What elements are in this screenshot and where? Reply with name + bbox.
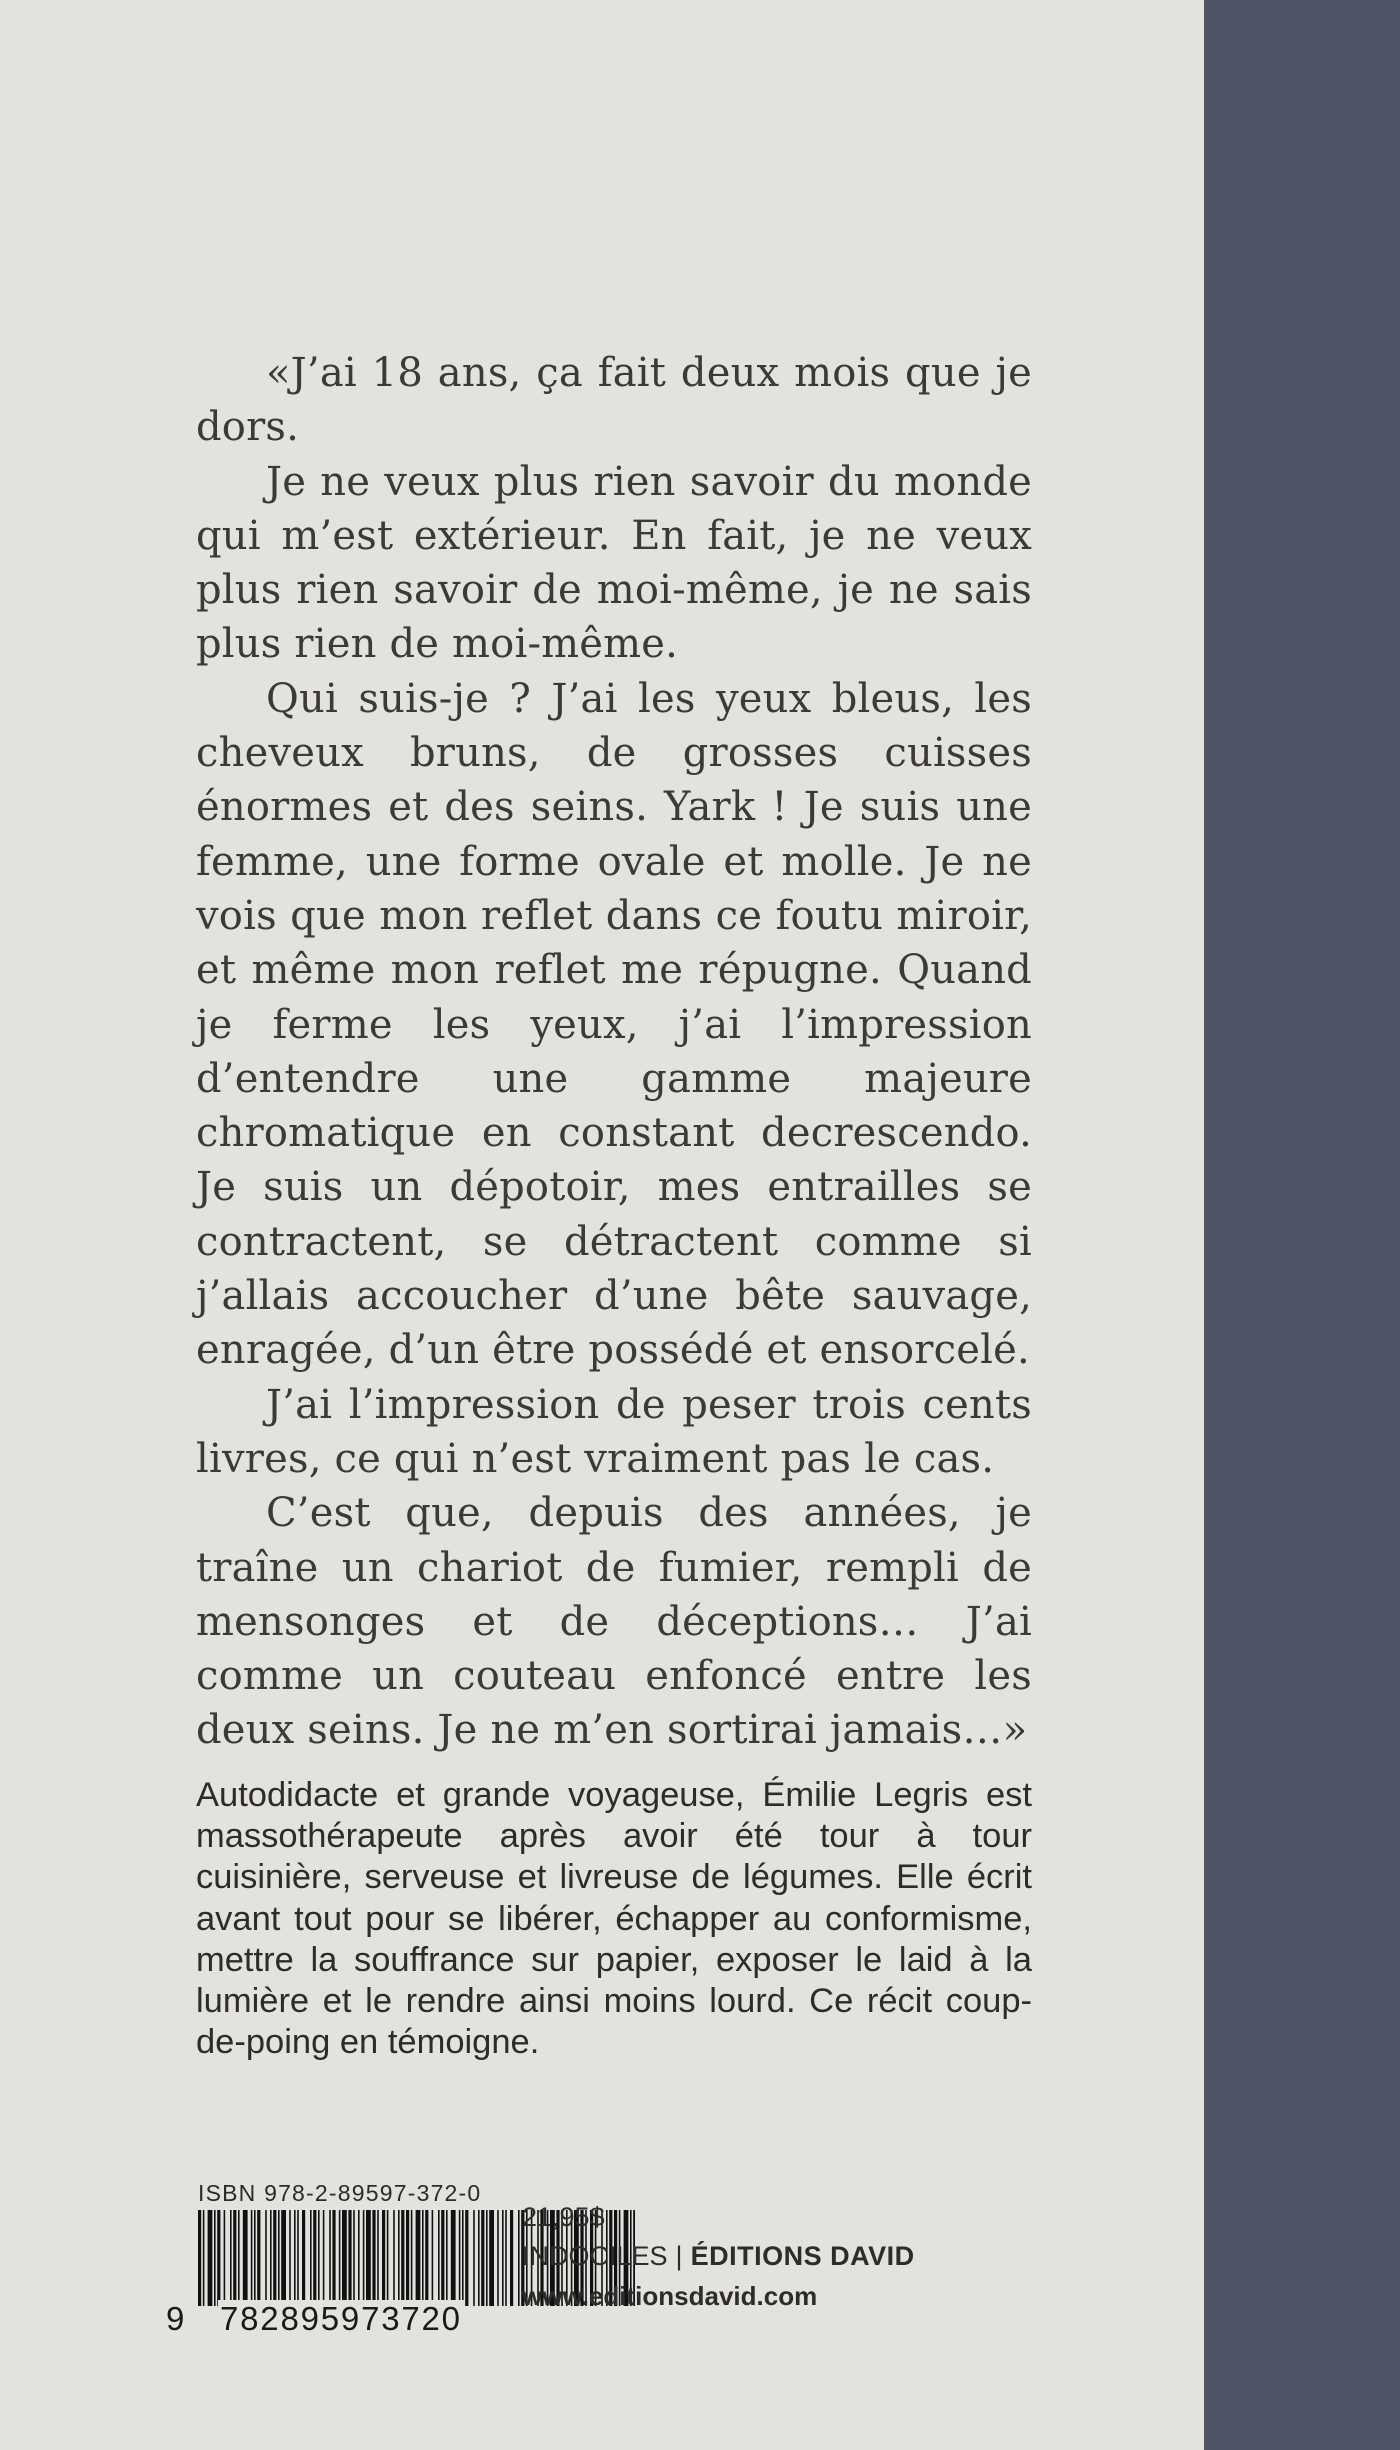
barcode-bar (465, 2210, 468, 2306)
barcode-bar (382, 2210, 385, 2306)
barcode-bar (411, 2210, 413, 2306)
barcode-bar (318, 2210, 320, 2306)
excerpt-quote (196, 346, 1032, 1758)
imprint-line (522, 2236, 915, 2276)
collection-name: INDOCILES (522, 2241, 668, 2271)
ean-digits: 782895973720 (220, 2300, 462, 2337)
barcode-bar (459, 2210, 461, 2306)
barcode-bar (377, 2210, 379, 2306)
author-bio: Autodidacte et grande voyageuse, Émilie Legris est massothérapeute après avoir été tour à tour cuisinière, serveuse et livreuse de légumes. Elle écrit avant tout pour se libérer, échapper au conformisme, mettre la souffrance sur papier, exposer le laid à la lumière et le rendre ainsi moins lourd. Ce récit coup-de-poing en témoigne. (196, 1776, 1032, 2062)
barcode-bar (332, 2210, 335, 2306)
excerpt-paragraph: C’est que, depuis des années, je traîne un chariot de fumier, rempli de mensonges et de déceptions… J’ai comme un couteau enfoncé entre les deux seins. Je ne m’en sortirai jamais…» (196, 1490, 1032, 1754)
barcode-bar (233, 2210, 236, 2306)
barcode-bar (230, 2210, 232, 2306)
barcode-bar (406, 2210, 409, 2306)
barcode-bar (486, 2210, 488, 2306)
barcode-bar (265, 2210, 267, 2306)
publisher-website[interactable]: www.editionsdavid.com (522, 2281, 818, 2311)
barcode-bar (238, 2210, 240, 2306)
barcode-bar (203, 2210, 205, 2306)
barcode-bar (441, 2210, 444, 2306)
barcode-bar (302, 2210, 305, 2306)
barcode-bar (481, 2210, 484, 2306)
barcode-bar (297, 2210, 299, 2306)
barcode-bar (478, 2210, 480, 2306)
barcode-bar (473, 2210, 475, 2306)
barcode-bar (393, 2210, 395, 2306)
barcode-bar (398, 2210, 400, 2306)
barcode-bar (505, 2210, 507, 2306)
publisher-name: ÉDITIONS DAVID (690, 2241, 915, 2271)
barcode-bar (462, 2210, 464, 2306)
barcode-bar (510, 2210, 513, 2306)
publisher-info (522, 2198, 915, 2316)
barcode-bar (432, 2210, 434, 2306)
barcode-bar (310, 2210, 312, 2306)
barcode-bar (358, 2210, 360, 2306)
excerpt-paragraph: «J’ai 18 ans, ça fait deux mois que je dors. (196, 350, 1032, 451)
barcode-bar (366, 2210, 371, 2306)
barcode-bar (438, 2210, 440, 2306)
barcode-bar (363, 2210, 365, 2306)
barcode-bar (289, 2210, 291, 2306)
excerpt-paragraph: J’ai l’impression de peser trois cents livres, ce qui n’est vraiment pas le cas. (196, 1381, 1032, 1482)
barcode-bar (257, 2210, 260, 2306)
barcode-bar (497, 2210, 499, 2306)
excerpt-paragraph: Qui suis-je ? J’ai les yeux bleus, les cheveux bruns, de grosses cuisses énormes et des seins. Yark ! Je suis une femme, une forme ovale et molle. Je ne vois que mon reflet dans ce foutu miroir, et même mon reflet me répugne. Quand je ferme les yeux, j’ai l’impression d’entendre une gamme majeure chromatique en constant decrescendo. Je suis un dépotoir, mes entrailles se contractent, se détractent comme si j’allais accoucher d’une bête sauvage, enragée, d’un être possédé et ensorcelé. (196, 675, 1032, 1374)
barcode-bar (313, 2210, 316, 2306)
barcode-bar (342, 2210, 347, 2306)
barcode-bar (329, 2210, 331, 2306)
barcode-bar (353, 2210, 355, 2306)
isbn-label: ISBN 978-2-89597-372-0 (198, 2180, 482, 2206)
ean-first-digit: 9 (166, 2300, 185, 2337)
barcode-bar (446, 2210, 448, 2306)
barcode-bar (278, 2210, 280, 2306)
barcode-bar (273, 2210, 276, 2306)
barcode-bar (518, 2210, 520, 2306)
barcode-bar (323, 2210, 325, 2306)
excerpt-paragraph: Je ne veux plus rien savoir du monde qui m’est extérieur. En fait, je ne veux plus rien savoir de moi-même, je ne sais plus rien de moi-même. (196, 458, 1032, 668)
barcode-bar (451, 2210, 456, 2306)
barcode-bar (251, 2210, 253, 2306)
barcode-bar (254, 2210, 256, 2306)
barcode-bar (387, 2210, 389, 2306)
price: 21,95$ (522, 2202, 605, 2232)
barcode-bar (489, 2210, 494, 2306)
barcode-bar (416, 2210, 421, 2306)
barcode-bar (339, 2210, 341, 2306)
barcode-bar (502, 2210, 504, 2306)
barcode-bar (270, 2210, 272, 2306)
spine-band (1204, 0, 1400, 2450)
barcode-bar (281, 2210, 286, 2306)
barcode-bar (224, 2210, 226, 2306)
barcode-bar (214, 2210, 216, 2306)
barcode-bar (425, 2210, 428, 2306)
barcode-bar (401, 2210, 404, 2306)
barcode-bar (198, 2210, 201, 2306)
barcode-bar (422, 2210, 424, 2306)
barcode-bar (348, 2210, 351, 2306)
barcode-bar (294, 2210, 296, 2306)
barcode-bar (243, 2210, 248, 2306)
barcode-bar (208, 2210, 213, 2306)
barcode-bar (217, 2210, 220, 2306)
separator: | (675, 2241, 683, 2271)
isbn-barcode (162, 2178, 482, 2338)
barcode-bar (372, 2210, 375, 2306)
